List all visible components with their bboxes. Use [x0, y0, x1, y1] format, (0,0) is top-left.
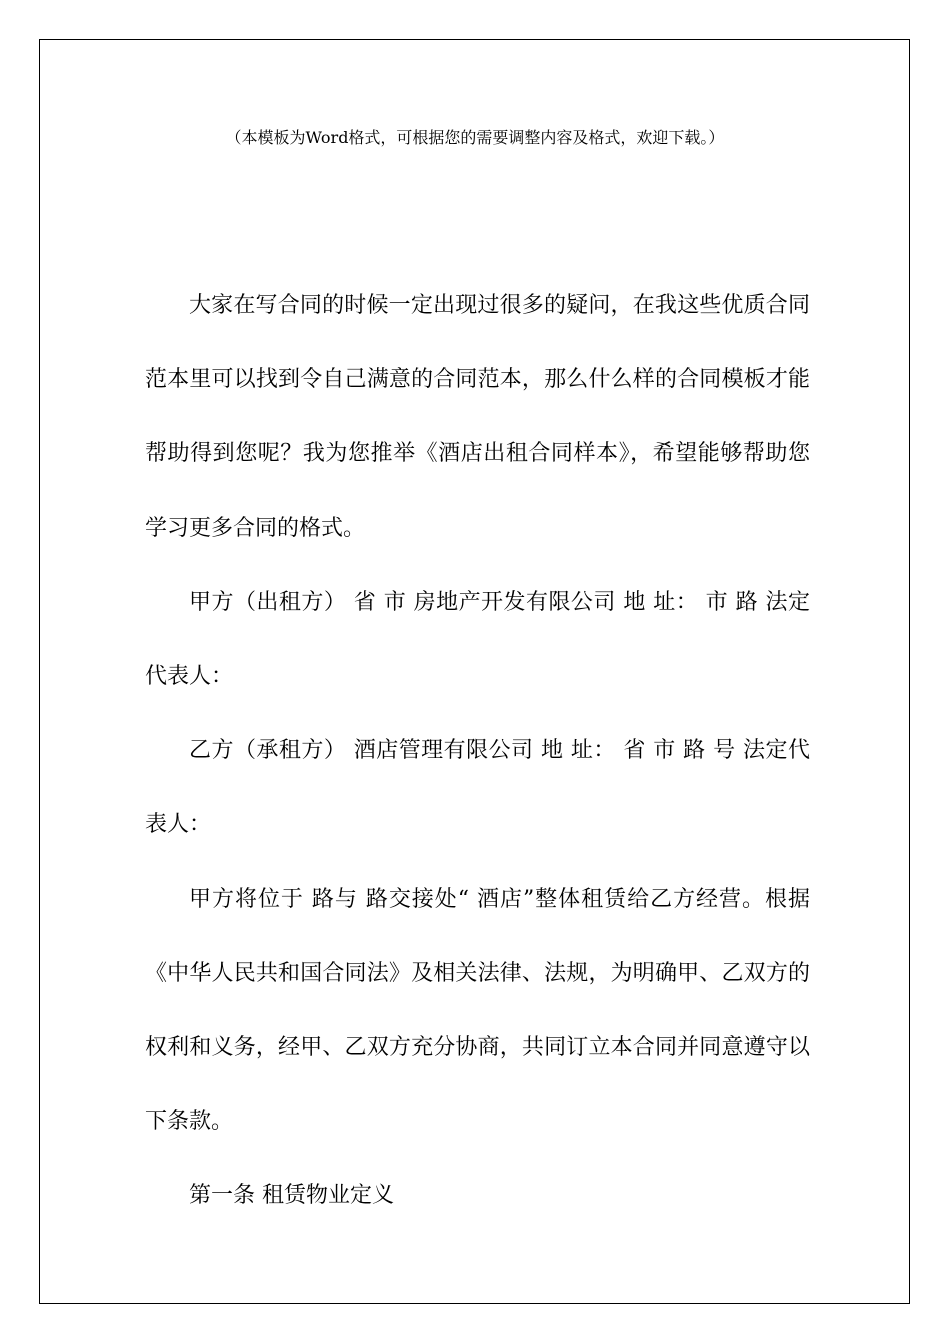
- intro-paragraph: 大家在写合同的时候一定出现过很多的疑问，在我这些优质合同范本里可以找到令自己满意的合同范本，那么什么样的合同模板才能帮助得到您呢？我为您推举《酒店出租合同样本》，希望能够帮助您学习更多合同的格式。: [145, 293, 810, 541]
- template-notice: （本模板为Word格式，可根据您的需要调整内容及格式，欢迎下载。）: [225, 128, 725, 147]
- document-body: [145, 269, 810, 1234]
- party-a-paragraph: 甲方（出租方） 省 市 房地产开发有限公司 地 址： 市 路 法定代表人：: [145, 589, 810, 690]
- party-b-paragraph: 乙方（承租方） 酒店管理有限公司 地 址： 省 市 路 号 法定代表人：: [145, 738, 810, 838]
- lease-preamble-paragraph: 甲方将位于 路与 路交接处“ 酒店”整体租赁给乙方经营。根据《中华人民共和国合同法》及相关法律、法规，为明确甲、乙双方的权利和义务，经甲、乙双方充分协商，共同订立本合同并同意遵守以下条款。: [145, 886, 810, 1135]
- article-one-heading: 第一条 租赁物业定义: [189, 1183, 394, 1209]
